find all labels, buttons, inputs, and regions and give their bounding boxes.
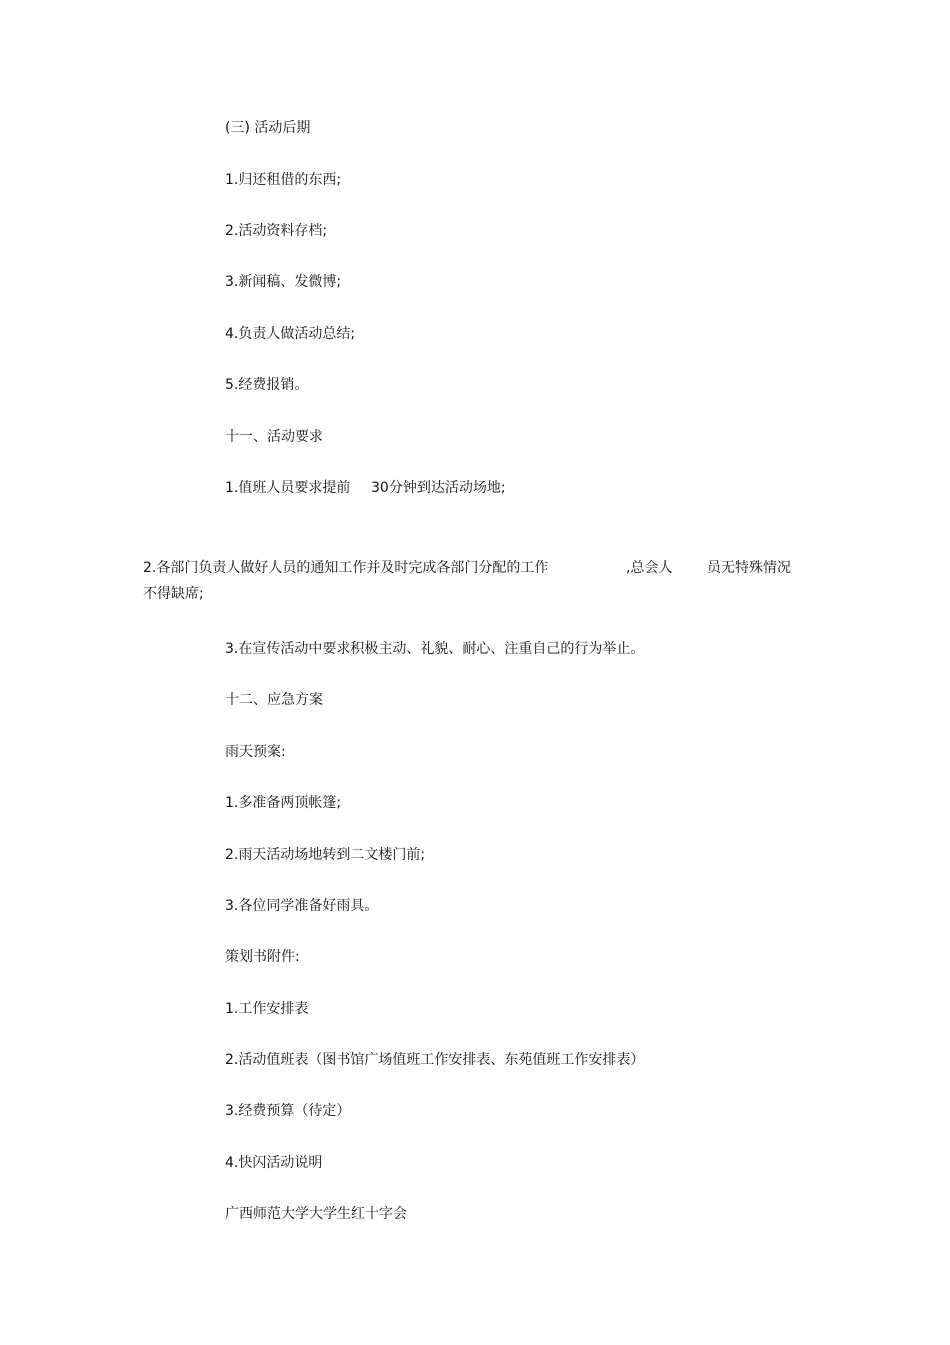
subheading-rain-plan: 雨天预案: bbox=[225, 744, 286, 760]
list-item: 5.经费报销。 bbox=[225, 377, 309, 393]
list-item: 1.多准备两顶帐篷; bbox=[225, 795, 342, 811]
list-item-text: 1.值班人员要求提前 bbox=[225, 480, 351, 496]
list-item: 2.活动资料存档; bbox=[225, 223, 328, 239]
list-item bbox=[225, 479, 506, 497]
list-item: 3.经费预算（待定） bbox=[225, 1103, 351, 1119]
subheading-attachments: 策划书附件: bbox=[225, 949, 300, 965]
list-item: 1.归还租借的东西; bbox=[225, 172, 342, 188]
list-item: 2.雨天活动场地转到二文楼门前; bbox=[225, 847, 426, 863]
list-item-continuation: 不得缺席; bbox=[143, 586, 204, 602]
list-item: 3.各位同学准备好雨具。 bbox=[225, 898, 379, 914]
list-item: 3.在宣传活动中要求积极主动、礼貌、耐心、注重自己的行为举止。 bbox=[225, 641, 645, 657]
list-item: 1.工作安排表 bbox=[225, 1001, 309, 1017]
list-item-text: ,总会人 bbox=[626, 560, 673, 576]
section-heading-requirements: 十一、活动要求 bbox=[225, 429, 323, 445]
list-item: 4.负责人做活动总结; bbox=[225, 326, 356, 342]
section-heading-post-activity: (三) 活动后期 bbox=[225, 120, 311, 136]
list-item-text: 员无特殊情况 bbox=[707, 560, 791, 576]
list-item: 2.活动值班表（图书馆广场值班工作安排表、东苑值班工作安排表） bbox=[225, 1052, 645, 1068]
list-item: 4.快闪活动说明 bbox=[225, 1155, 323, 1171]
list-item-text: 2.各部门负责人做好人员的通知工作并及时完成各部门分配的工作 bbox=[143, 560, 549, 576]
list-item-text: 30分钟到达活动场地; bbox=[371, 480, 506, 496]
section-heading-emergency-plan: 十二、应急方案 bbox=[225, 692, 323, 708]
organization-signature: 广西师范大学大学生红十字会 bbox=[225, 1206, 407, 1222]
list-item: 3.新闻稿、发微博; bbox=[225, 274, 342, 290]
